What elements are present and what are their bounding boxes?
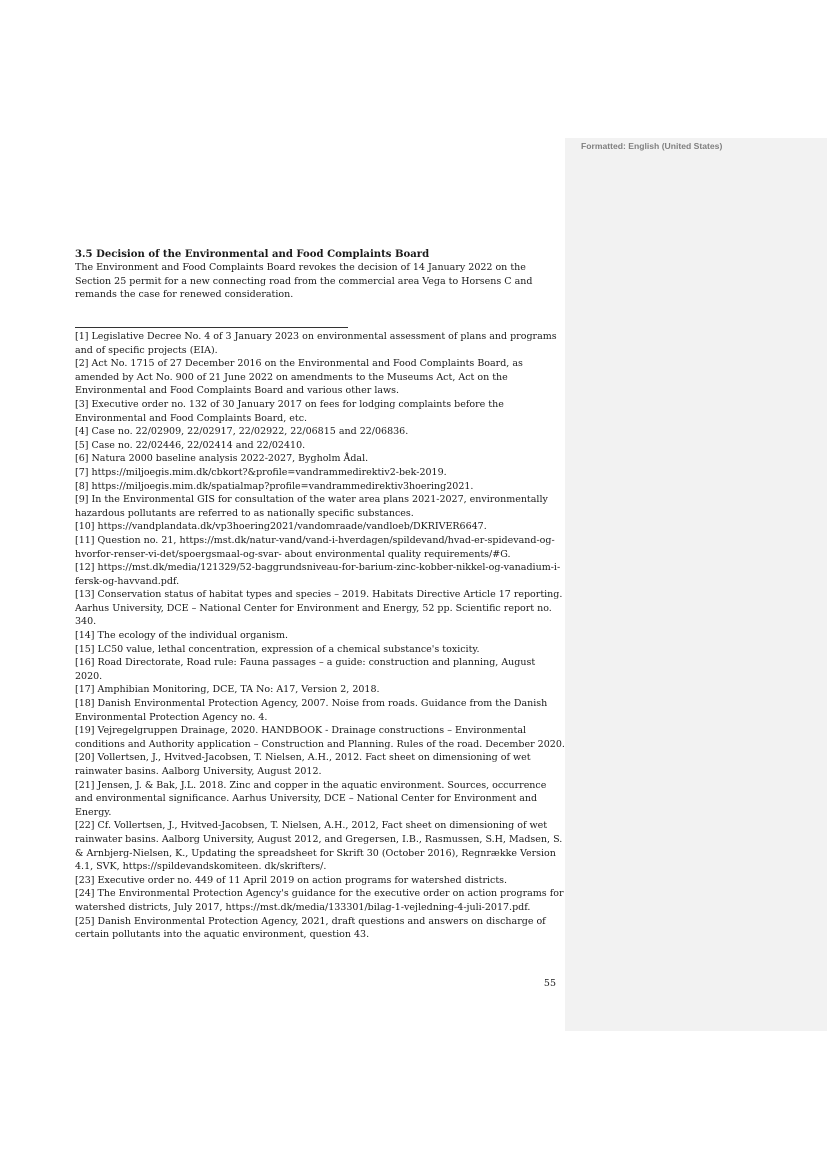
footnote-17: [17] Amphibian Monitoring, DCE, TA No: A17, Version 2, 2018. (75, 684, 380, 696)
footnote-8: [8] https://miljoegis.mim.dk/spatialmap?profile=vandrammedirektiv3hoering2021. (75, 480, 474, 492)
footnote-15: [15] LC50 value, lethal concentration, expression of a chemical substance's toxicity. (75, 643, 480, 655)
footnote-24: [24] The Environmental Protection Agency's guidance for the executive order on action programs for watershed districts, July 2017, https://mst.dk/media/133301/bilag-1-vejledning-4-juli-2017.pdf. (75, 888, 564, 913)
footnote-22: [22] Cf. Vollertsen, J., Hvitved-Jacobsen, T. Nielsen, A.H., 2012, Fact sheet on dimensioning of wet rainwater basins. Aalborg University, August 2012, and Gregersen, I.B., Rasmussen, S.H, Madsen, S. & Arnbjerg-Nielsen, K., Updating the spreadsheet for Skrift 30 (October 2016), Regnrække Version 4.1, SVK, https://spildevandskomiteen. dk/skrifters/. (75, 820, 563, 873)
footnote-7: [7] https://miljoegis.mim.dk/cbkort?&profile=vandrammedirektiv2-bek-2019. (75, 466, 447, 478)
section-paragraph: The Environment and Food Complaints Board revokes the decision of 14 January 2022 on the Section 25 permit for a new connecting road from the commercial area Vega to Horsens C and remands the case for renewed consideration. (75, 262, 533, 301)
footnote-19: [19] Vejregelgruppen Drainage, 2020. HANDBOOK - Drainage constructions – Environmental conditions and Authority application – Construction and Planning. Rules of the road. December 2020. (75, 725, 565, 750)
footnote-6: [6] Natura 2000 baseline analysis 2022-2027, Bygholm Ådal. (75, 453, 369, 465)
footnote-23: [23] Executive order no. 449 of 11 April 2019 on action programs for watershed districts. (75, 874, 508, 886)
footnote-4: [4] Case no. 22/02909, 22/02917, 22/02922, 22/06815 and 22/06836. (75, 426, 409, 438)
footnote-14: [14] The ecology of the individual organism. (75, 630, 289, 642)
footnote-1: [1] Legislative Decree No. 4 of 3 January 2023 on environmental assessment of plans and programs and of specific projects (EIA). (75, 331, 557, 356)
page-number: 55 (543, 978, 556, 989)
formatting-comment: Formatted: English (United States) (581, 141, 723, 151)
comments-pane (565, 138, 827, 1031)
section-heading: 3.5 Decision of the Environmental and Food Complaints Board (75, 249, 430, 260)
footnote-12: [12] https://mst.dk/media/121329/52-baggrundsniveau-for-barium-zinc-kobber-nikkel-og-vanadium-i-fersk-og-havvand.pdf. (75, 562, 561, 587)
section-3-5 (75, 248, 565, 302)
footnote-2: [2] Act No. 1715 of 27 December 2016 on the Environmental and Food Complaints Board, as amended by Act No. 900 of 21 June 2022 on amendments to the Museums Act, Act on the Environmental and Food Complaints Board and various other laws. (75, 358, 523, 397)
footnote-16: [16] Road Directorate, Road rule: Fauna passages – a guide: construction and planning, August 2020. (75, 657, 536, 682)
footnote-10: [10] https://vandplandata.dk/vp3hoering2021/vandomraade/vandloeb/DKRIVER6647. (75, 521, 487, 533)
footnote-18: [18] Danish Environmental Protection Agency, 2007. Noise from roads. Guidance from the Danish Environmental Protection Agency no. 4. (75, 698, 548, 723)
footnote-9: [9] In the Environmental GIS for consultation of the water area plans 2021-2027, environmentally hazardous pollutants are referred to as nationally specific substances. (75, 494, 548, 519)
footnote-5: [5] Case no. 22/02446, 22/02414 and 22/02410. (75, 439, 306, 451)
footnote-21: [21] Jensen, J. & Bak, J.L. 2018. Zinc and copper in the aquatic environment. Sources, occurrence and environmental significance. Aarhus University, DCE – National Center for Environment and Energy. (75, 779, 547, 818)
footnote-11: [11] Question no. 21, https://mst.dk/natur-vand/vand-i-hverdagen/spildevand/hvad-er-spidevand-og-hvorfor-renser-vi-det/spoergsmaal-og-svar- about environmental quality requirements/#G. (75, 534, 555, 560)
footnote-separator (75, 327, 348, 328)
footnote-20: [20] Vollertsen, J., Hvitved-Jacobsen, T. Nielsen, A.H., 2012. Fact sheet on dimensioning of wet rainwater basins. Aalborg University, August 2012. (75, 752, 531, 777)
footnote-25: [25] Danish Environmental Protection Agency, 2021, draft questions and answers on discharge of certain pollutants into the aquatic environment, question 43. (75, 915, 546, 941)
footnote-13: [13] Conservation status of habitat types and species – 2019. Habitats Directive Article 17 reporting. Aarhus University, DCE – National Center for Environment and Energy, 52 pp. Scientific report no. 340. (75, 589, 563, 628)
footnote-3: [3] Executive order no. 132 of 30 January 2017 on fees for lodging complaints before the Environmental and Food Complaints Board, etc. (75, 398, 504, 424)
footnotes-list (75, 330, 565, 942)
